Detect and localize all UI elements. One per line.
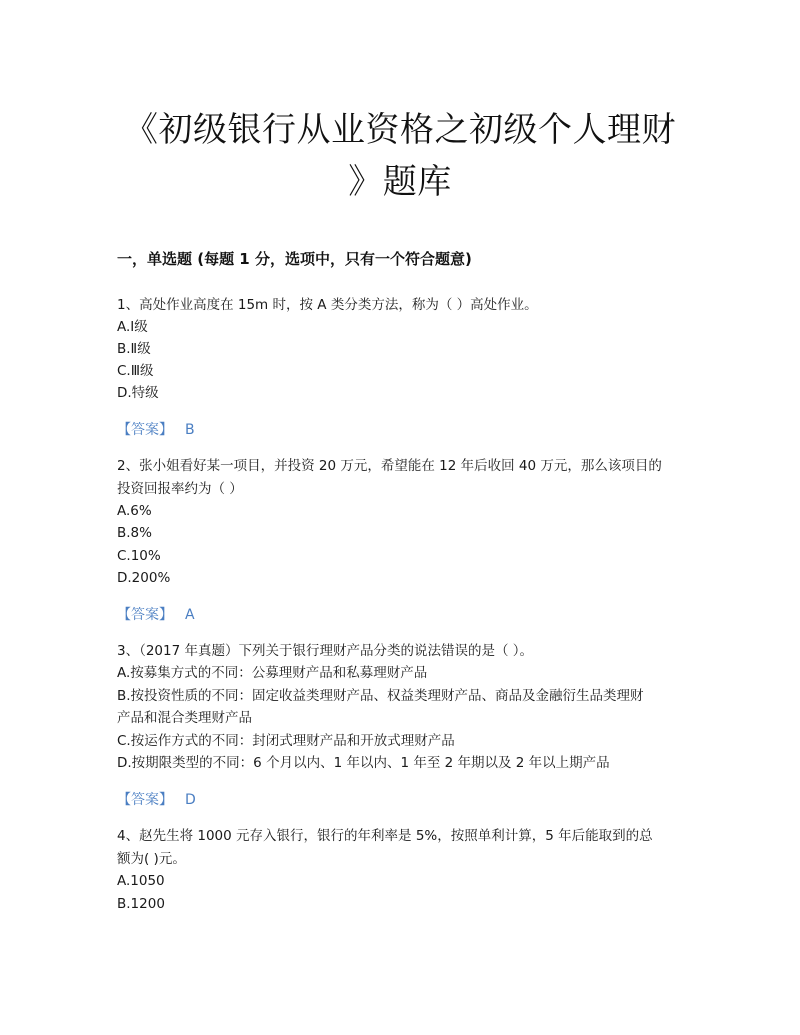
question-2-option-d: D.200% <box>117 570 171 586</box>
question-4-stem-line-2: 额为( )元。 <box>117 851 186 867</box>
answer-label: 【答案】 <box>117 607 173 623</box>
document-title-line-2: 》题库 <box>348 162 452 202</box>
question-2-option-b: B.8% <box>117 525 152 541</box>
question-2-stem-line-2: 投资回报率约为（ ） <box>117 481 243 497</box>
question-2-option-c: C.10% <box>117 548 161 564</box>
question-2-answer <box>117 604 195 626</box>
question-2-option-a: A.6% <box>117 503 152 519</box>
question-1-option-b: B.Ⅱ级 <box>117 341 151 357</box>
question-3-option-c: C.按运作方式的不同：封闭式理财产品和开放式理财产品 <box>117 733 455 749</box>
question-4-stem-line-1: 4、赵先生将 1000 元存入银行，银行的年利率是 5%，按照单利计算，5 年后能取到的总 <box>117 828 653 844</box>
question-3-option-d: D.按期限类型的不同：6 个月以内、1 年以内、1 年至 2 年期以及 2 年以上期产品 <box>117 755 610 771</box>
question-3-answer <box>117 789 196 811</box>
question-1-option-c: C.Ⅲ级 <box>117 363 154 379</box>
question-3-option-a: A.按募集方式的不同：公募理财产品和私募理财产品 <box>117 665 428 681</box>
question-1-stem: 1、高处作业高度在 15m 时，按 A 类分类方法，称为（ ）高处作业。 <box>117 297 538 313</box>
answer-letter: B <box>185 422 195 438</box>
question-4-option-a: A.1050 <box>117 873 165 889</box>
question-1-option-a: A.Ⅰ级 <box>117 319 148 335</box>
question-3-stem: 3、（2017 年真题）下列关于银行理财产品分类的说法错误的是（ ）。 <box>117 643 534 659</box>
question-3-option-b-line-1: B.按投资性质的不同：固定收益类理财产品、权益类理财产品、商品及金融衍生品类理财 <box>117 688 644 704</box>
answer-letter: A <box>185 607 195 623</box>
answer-label: 【答案】 <box>117 792 173 808</box>
question-4-option-b: B.1200 <box>117 896 165 912</box>
question-1-answer <box>117 419 195 441</box>
document-title-line-1: 《初级银行从业资格之初级个人理财 <box>124 110 676 150</box>
section-heading: 一，单选题 (每题 1 分，选项中，只有一个符合题意) <box>117 250 472 268</box>
question-1-option-d: D.特级 <box>117 385 159 401</box>
answer-label: 【答案】 <box>117 422 173 438</box>
answer-letter: D <box>185 792 196 808</box>
question-2-stem-line-1: 2、张小姐看好某一项目，并投资 20 万元，希望能在 12 年后收回 40 万元，那么该项目的 <box>117 458 662 474</box>
question-3-option-b-line-2: 产品和混合类理财产品 <box>117 710 252 726</box>
